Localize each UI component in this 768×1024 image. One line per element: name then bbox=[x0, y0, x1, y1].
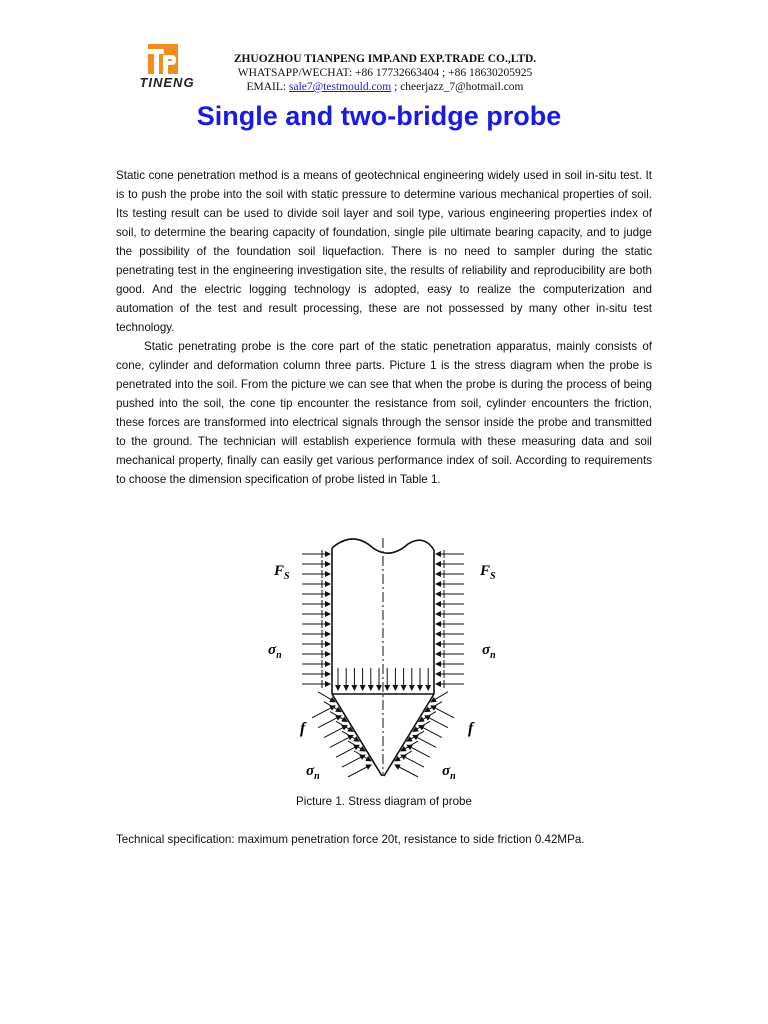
cone-pressure-arrow-right bbox=[395, 765, 418, 777]
stress-diagram bbox=[258, 530, 518, 790]
cone-pressure-arrow-left bbox=[342, 755, 365, 767]
logo-text: TINENG bbox=[139, 75, 195, 90]
cone-pressure-arrow-right bbox=[431, 706, 454, 718]
cone-pressure-arrow-right bbox=[407, 745, 430, 757]
technical-specification: Technical specification: maximum penetration force 20t, resistance to side friction 0.42MPa. bbox=[116, 833, 585, 846]
paragraph-1: Static cone penetration method is a means of geotechnical engineering widely used in soil in-situ test. It is to push the probe into the soil with static pressure to determine various mechanical properties of soil. Its testing result can be used to divide soil layer and soil type, various engineering properties index of soil, to determine the bearing capacity of foundation, single pile ultimate bearing capacity, and to judge the possibility of the foundation soil liquefaction. There is no need to sampler during the static penetrating test in the engineering investigation site, the results of reliability and reproducibility are both good. And the electric logging technology is adopted, easy to realize the computerization and automation of the test and result processing, these are not possessed by many other in-situ test technology. bbox=[116, 169, 652, 334]
page-title: Single and two-bridge probe bbox=[196, 101, 562, 131]
contact-email bbox=[200, 80, 570, 94]
body-text bbox=[116, 166, 652, 489]
label-sigma-right: $\sigma_n$ bbox=[482, 642, 496, 661]
company-logo bbox=[136, 44, 196, 94]
paragraph-2: Static penetrating probe is the core part of the static penetration apparatus, mainly consists of cone, cylinder and deformation column three parts. Picture 1 is the stress diagram when the probe is penetrated into the soil. From the picture we can see that when the probe is during the process of being pushed into the soil, the cone tip encounter the resistance from soil, cylinder encounters the friction, these forces are transformed into electrical signals through the sensor inside the probe and transmitted to the ground. The technician will establish experience formula with these measuring data and soil mechanical property, finally can easily get various performance index of soil. According to requirements to choose the dimension specification of probe listed in Table 1. bbox=[116, 340, 652, 486]
cone-pressure-arrow-right bbox=[413, 735, 436, 747]
probe-outline bbox=[332, 538, 434, 776]
cone-pressure-arrow-right bbox=[401, 755, 424, 767]
label-f-right: f bbox=[468, 720, 474, 737]
company-info bbox=[200, 52, 570, 94]
tp-logo-icon bbox=[148, 44, 178, 74]
email-label: EMAIL: bbox=[246, 81, 289, 93]
cone-pressure-arrow-left bbox=[312, 706, 335, 718]
figure-caption: Picture 1. Stress diagram of probe bbox=[296, 795, 472, 808]
email-rest: ; cheerjazz_7@hotmail.com bbox=[391, 81, 524, 93]
stress-diagram-svg bbox=[258, 530, 518, 790]
contact-phones: WHATSAPP/WECHAT: +86 17732663404 ; +86 18630205925 bbox=[237, 67, 533, 79]
label-sigma-bottom-left: $\sigma_n$ bbox=[306, 763, 320, 782]
label-fs-right: $F_S$ bbox=[480, 563, 496, 582]
label-fs-left: $F_S$ bbox=[274, 563, 290, 582]
letterhead bbox=[0, 0, 768, 100]
label-f-left: f bbox=[300, 720, 306, 737]
cone-pressure-arrow-left bbox=[330, 735, 353, 747]
label-sigma-bottom-right: $\sigma_n$ bbox=[442, 763, 456, 782]
cone-pressure-arrow-left bbox=[348, 765, 371, 777]
company-name: ZHUOZHOU TIANPENG IMP.AND EXP.TRADE CO.,LTD. bbox=[233, 53, 537, 65]
email-link[interactable]: sale7@testmould.com bbox=[288, 81, 392, 93]
cone-pressure-arrow-left bbox=[318, 716, 341, 728]
cone-pressure-arrow-right bbox=[419, 726, 442, 738]
cone-pressure-arrow-left bbox=[324, 726, 347, 738]
diagram-labels bbox=[268, 563, 496, 782]
cone-pressure-arrow-right bbox=[425, 716, 448, 728]
label-sigma-left: $\sigma_n$ bbox=[268, 642, 282, 661]
cone-pressure-arrow-left bbox=[336, 745, 359, 757]
